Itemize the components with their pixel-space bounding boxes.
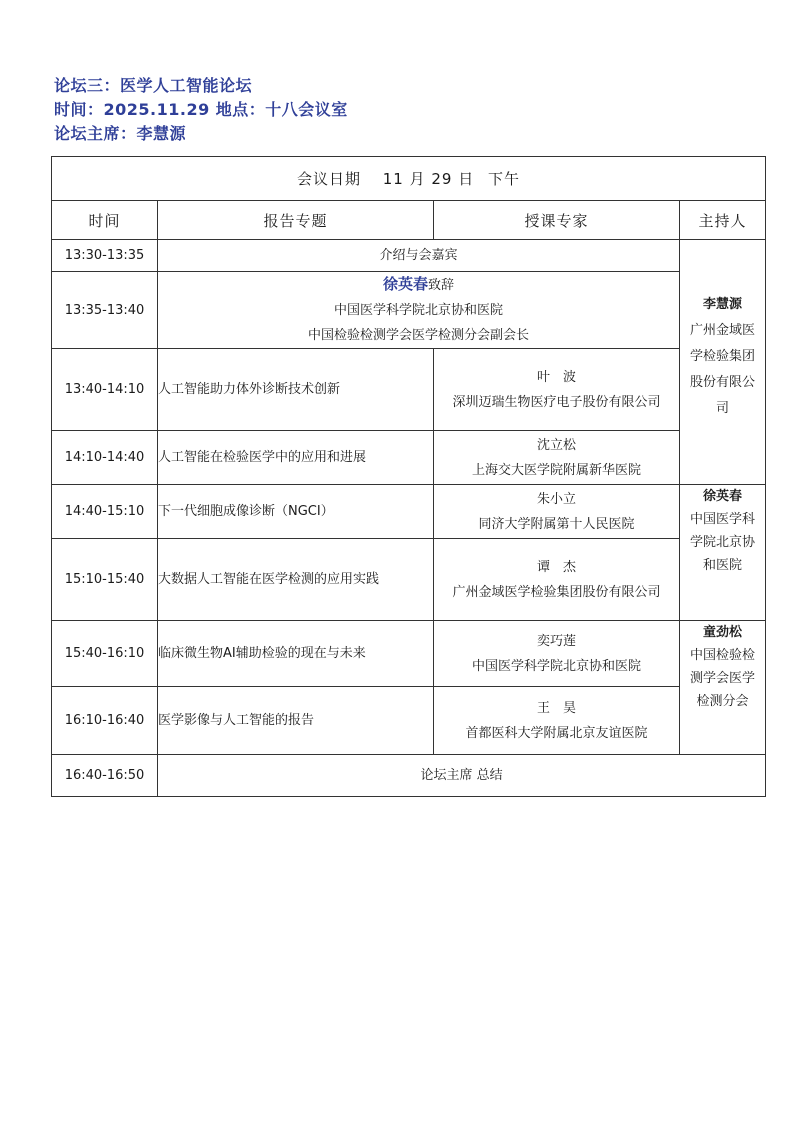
row-speaker	[434, 687, 680, 755]
speaker-name: 奕巧莲	[536, 633, 576, 649]
row-topic: 下一代细胞成像诊断（NGCI）	[158, 485, 434, 539]
row-merged: 论坛主席 总结	[158, 755, 766, 797]
speaker-name: 谭 杰	[536, 559, 576, 575]
header-host: 主持人	[680, 201, 766, 240]
row-speaker	[434, 349, 680, 431]
row-time: 15:40-16:10	[52, 621, 158, 687]
forum-chair: 论坛主席：李慧源	[54, 124, 187, 143]
header-time: 时间	[52, 201, 158, 240]
row-speaker	[434, 621, 680, 687]
row-time: 16:40-16:50	[52, 755, 158, 797]
row-time: 14:10-14:40	[52, 431, 158, 485]
header-speaker: 授课专家	[434, 201, 680, 240]
table-row	[52, 687, 766, 755]
banner-date: 11 月 29 日	[382, 170, 475, 188]
speech-line1: 中国医学科学院北京协和医院	[333, 303, 503, 318]
host-cell-2	[680, 485, 766, 621]
host-cell-3	[680, 621, 766, 755]
speaker-org: 同济大学附属第十人民医院	[478, 516, 635, 532]
table-row	[52, 755, 766, 797]
speaker-org: 深圳迈瑞生物医疗电子股份有限公司	[452, 394, 661, 410]
schedule-table	[51, 156, 766, 797]
table-row	[52, 431, 766, 485]
host-org: 中国检验检测学会医学检测分会	[690, 648, 756, 709]
table-row	[52, 485, 766, 539]
table-row	[52, 621, 766, 687]
speech-line2: 中国检验检测学会医学检测分会副会长	[307, 328, 529, 343]
row-speaker	[434, 485, 680, 539]
host-org: 中国医学科学院北京协和医院	[690, 512, 756, 573]
host-name: 徐英春	[703, 489, 743, 504]
row-topic: 大数据人工智能在医学检测的应用实践	[158, 539, 434, 621]
speaker-org: 首都医科大学附属北京友谊医院	[465, 725, 648, 741]
row-time: 13:40-14:10	[52, 349, 158, 431]
row-time: 16:10-16:40	[52, 687, 158, 755]
row-topic: 人工智能在检验医学中的应用和进展	[158, 431, 434, 485]
speaker-name: 沈立松	[536, 437, 576, 453]
row-speech	[158, 272, 680, 349]
speaker-name: 叶 波	[536, 369, 576, 385]
row-time: 15:10-15:40	[52, 539, 158, 621]
row-topic: 医学影像与人工智能的报告	[158, 687, 434, 755]
speaker-name: 朱小立	[536, 491, 576, 507]
row-time: 13:35-13:40	[52, 272, 158, 349]
host-cell-1	[680, 240, 766, 485]
page-header	[54, 74, 348, 146]
date-banner	[52, 157, 766, 201]
row-topic: 人工智能助力体外诊断技术创新	[158, 349, 434, 431]
table-row	[52, 272, 766, 349]
header-topic: 报告专题	[158, 201, 434, 240]
table-row	[52, 349, 766, 431]
banner-label: 会议日期	[296, 170, 361, 188]
row-topic: 临床微生物AI辅助检验的现在与未来	[158, 621, 434, 687]
speech-name: 徐英春	[382, 275, 428, 293]
column-header-row	[52, 201, 766, 240]
speaker-name: 王 昊	[536, 700, 576, 716]
table-row	[52, 240, 766, 272]
host-name: 李慧源	[703, 297, 743, 312]
speech-suffix: 致辞	[428, 278, 455, 293]
row-speaker	[434, 431, 680, 485]
host-name: 童劲松	[703, 625, 743, 640]
speaker-org: 广州金域医学检验集团股份有限公司	[452, 584, 661, 600]
speaker-org: 上海交大医学院附属新华医院	[471, 462, 641, 478]
row-time: 13:30-13:35	[52, 240, 158, 272]
time-place: 时间：2025.11.29 地点：十八会议室	[54, 100, 348, 119]
banner-period: 下午	[488, 170, 521, 188]
table-row	[52, 539, 766, 621]
speaker-org: 中国医学科学院北京协和医院	[471, 658, 641, 674]
row-time: 14:40-15:10	[52, 485, 158, 539]
host-org: 广州金域医学检验集团股份有限公司	[690, 323, 756, 416]
forum-title: 论坛三：医学人工智能论坛	[54, 76, 253, 95]
row-merged: 介绍与会嘉宾	[158, 240, 680, 272]
row-speaker	[434, 539, 680, 621]
banner-row	[52, 157, 766, 201]
